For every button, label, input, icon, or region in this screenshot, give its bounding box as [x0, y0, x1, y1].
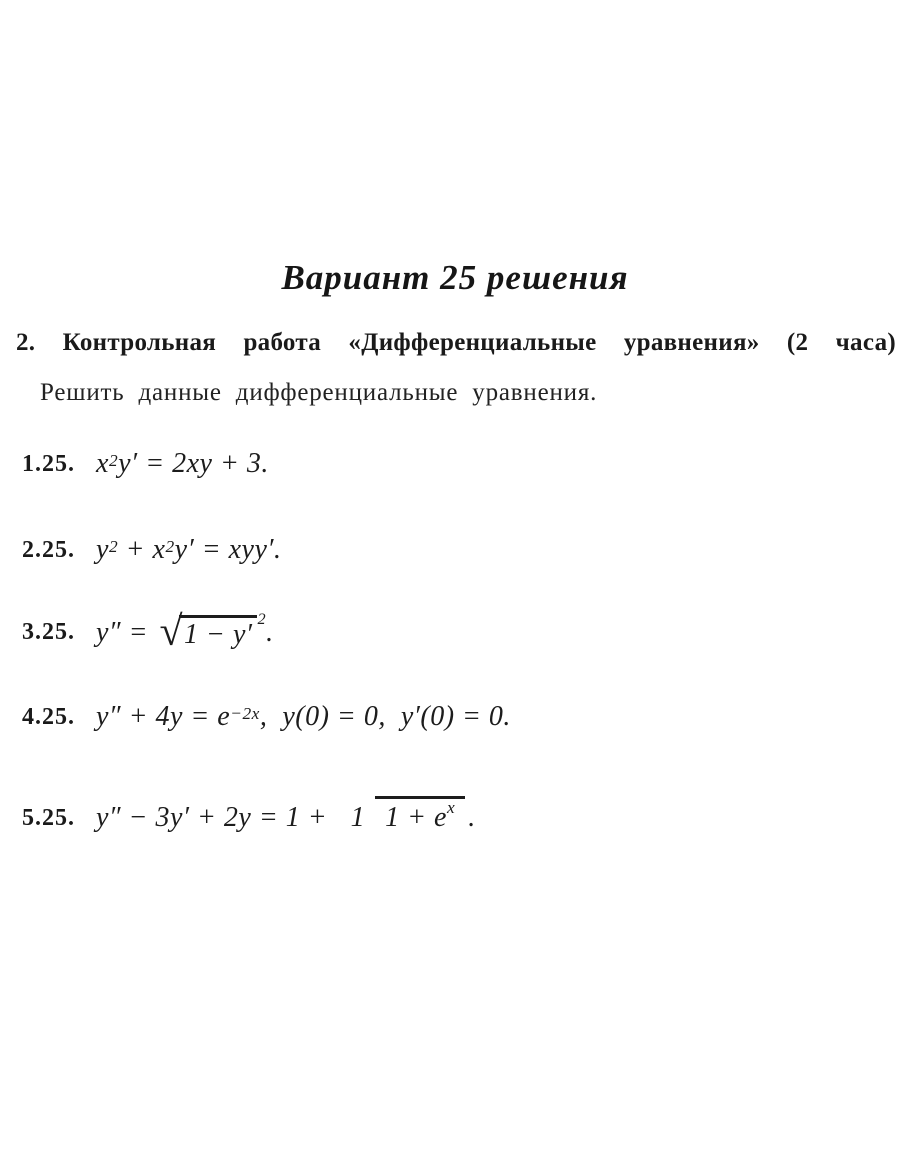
section-heading: 2. Контрольная работа «Дифференциальные уравнения» (2 часа): [16, 329, 896, 356]
problem-row-1: [22, 448, 269, 480]
equation-term: y′: [118, 448, 138, 479]
problem-row-3: [22, 609, 274, 655]
problem-row-2: [22, 534, 282, 566]
equation-rest: = 2xy + 3.: [137, 448, 269, 479]
equation-period: .: [468, 802, 476, 833]
equation: x $^2$ y′ = 2xy + 3.: [96, 448, 269, 479]
fraction-numerator: 1: [350, 802, 366, 833]
radical-sign-icon: √: [159, 609, 184, 655]
equation-term: y′: [174, 534, 195, 565]
square-root: [159, 609, 256, 655]
equation-rest: = xyy′.: [194, 534, 282, 565]
problem-number: 1.25.: [22, 450, 75, 477]
equation-period: .: [266, 616, 274, 648]
denominator-exponent: x: [446, 798, 456, 818]
equation-term: x: [96, 448, 109, 479]
equation-exponent: 2: [257, 609, 267, 628]
problem-row-4: [22, 701, 511, 733]
equation: [96, 798, 476, 834]
equation: [96, 609, 274, 655]
problem-number: 3.25.: [22, 619, 75, 646]
equation: y $^2$ + x $^2$ y′ = xyy′.: [96, 534, 282, 565]
instruction-text: Решить данные дифференциальные уравнения.: [40, 379, 598, 406]
fraction: [341, 798, 466, 834]
equation: y″ + 4y = e $^{-2x}$ , y(0) = 0, y′(0) = 0.: [96, 701, 511, 732]
equation-lhs: y″ =: [96, 616, 156, 648]
equation-lhs: y″ − 3y′ + 2y = 1 +: [96, 802, 335, 833]
problem-row-5: [22, 776, 476, 860]
radicand: 1 − y′: [179, 615, 256, 651]
denominator-base: 1 + e: [385, 802, 447, 833]
problem-number: 4.25.: [22, 703, 75, 730]
problem-number: 5.25.: [22, 804, 75, 831]
document-title: Вариант 25 решения: [281, 258, 629, 297]
equation-term: y: [96, 534, 109, 565]
problem-number: 2.25.: [22, 536, 75, 563]
equation-term: + x: [118, 534, 166, 565]
equation-lhs: y″ + 4y = e: [96, 701, 231, 732]
equation-rest: , y(0) = 0, y′(0) = 0.: [259, 701, 511, 732]
fraction-denominator: [375, 796, 465, 833]
